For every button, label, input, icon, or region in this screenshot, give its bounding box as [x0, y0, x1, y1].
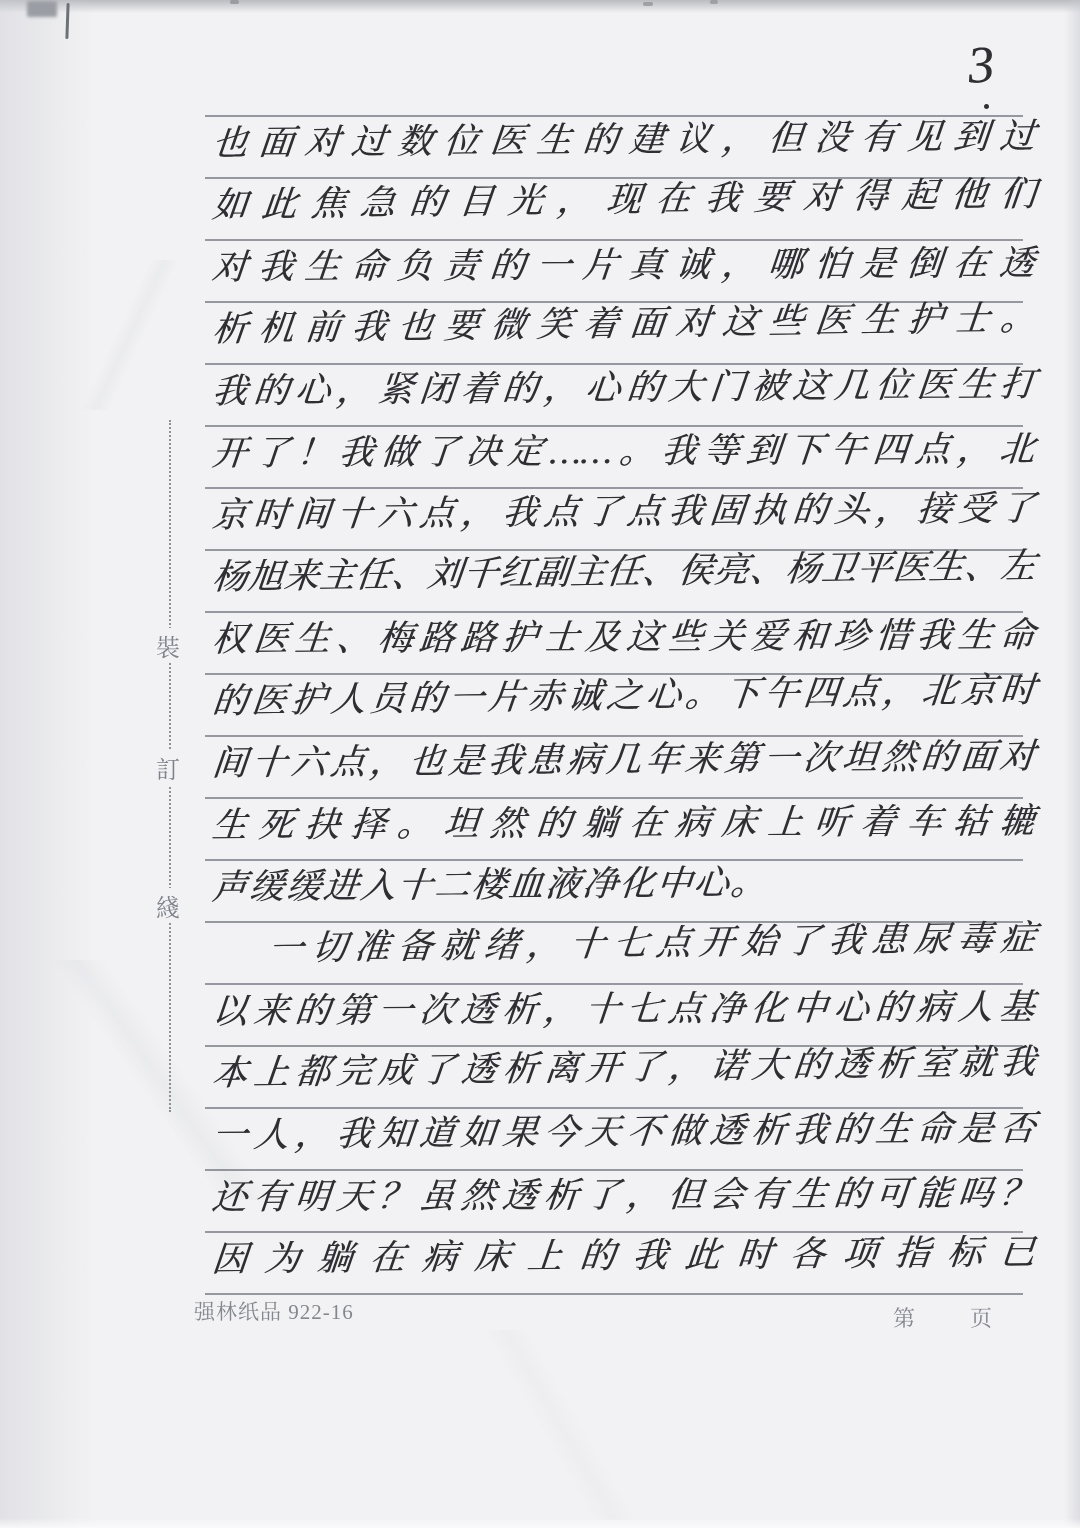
- scan-mark: [230, 0, 239, 4]
- handwritten-line: 一切准备就绪，十七点开始了我患尿毒症: [266, 918, 1038, 969]
- handwritten-line: 因为躺在病床上的我此时各项指标已: [210, 1232, 1037, 1279]
- handwritten-line: 我的心，紧闭着的，心的大门被这几位医生打: [210, 364, 1037, 411]
- footer-page-suffix: 页: [970, 1306, 993, 1331]
- handwritten-line: 京时间十六点，我点了点我固执的头，接受了: [210, 488, 1037, 535]
- paper-crease: [380, 1330, 740, 1520]
- handwritten-line: 也面对过数位医生的建议，但没有见到过: [210, 116, 1037, 163]
- handwritten-line: 本上都完成了透析离开了，诺大的透析室就我: [210, 1042, 1038, 1093]
- handwritten-line: 对我生命负责的一片真诚，哪怕是倒在透: [210, 243, 1037, 287]
- handwritten-line: 的医护人员的一片赤诚之心。下午四点，北京时: [210, 670, 1038, 721]
- scan-shadow-top: [0, 0, 1080, 13]
- binding-line-char: 訂: [151, 750, 185, 785]
- handwritten-line: 声缓缓进入十二楼血液净化中心。: [210, 863, 770, 907]
- handwritten-line: 如此焦急的目光，现在我要对得起他们: [210, 174, 1038, 225]
- handwritten-line: 生死抉择。坦然的躺在病床上听着车轱辘: [210, 801, 1037, 845]
- scan-shadow-bottom: [0, 1518, 1080, 1528]
- handwritten-line: 还有明天？虽然透析了，但会有生的可能吗？: [210, 1173, 1037, 1217]
- handwritten-line: 析机前我也要微笑着面对这些医生护士。: [210, 298, 1038, 349]
- scan-mark: [710, 0, 718, 4]
- binding-line-char: 裝: [151, 628, 185, 663]
- binding-line-char: 綫: [151, 888, 185, 923]
- handwritten-line: 间十六点，也是我患病几年来第一次坦然的面对: [210, 736, 1037, 783]
- page-number-dot: [984, 104, 989, 109]
- scan-shadow-right: [1064, 0, 1080, 1528]
- handwritten-line: 开了！我做了决定……。我等到下午四点，北: [210, 429, 1037, 473]
- page-number: 3: [966, 36, 996, 95]
- scan-mark: [27, 1, 57, 17]
- handwritten-line: 权医生、梅路路护士及这些关爱和珍惜我生命: [210, 615, 1037, 659]
- footer-page-prefix: 第: [893, 1306, 916, 1331]
- handwritten-line: 以来的第一次透析，十七点净化中心的病人基: [210, 987, 1037, 1031]
- footer-paper-brand: 强林纸品 922-16: [194, 1300, 354, 1324]
- handwritten-line: 一人，我知道如果今天不做透析我的生命是否: [210, 1108, 1037, 1155]
- ruled-line: [205, 1293, 1023, 1295]
- scan-mark: [643, 2, 653, 6]
- handwritten-line: 杨旭来主任、刘千红副主任、侯亮、杨卫平医生、左: [210, 546, 1038, 597]
- scan-shadow-left: [0, 0, 95, 1528]
